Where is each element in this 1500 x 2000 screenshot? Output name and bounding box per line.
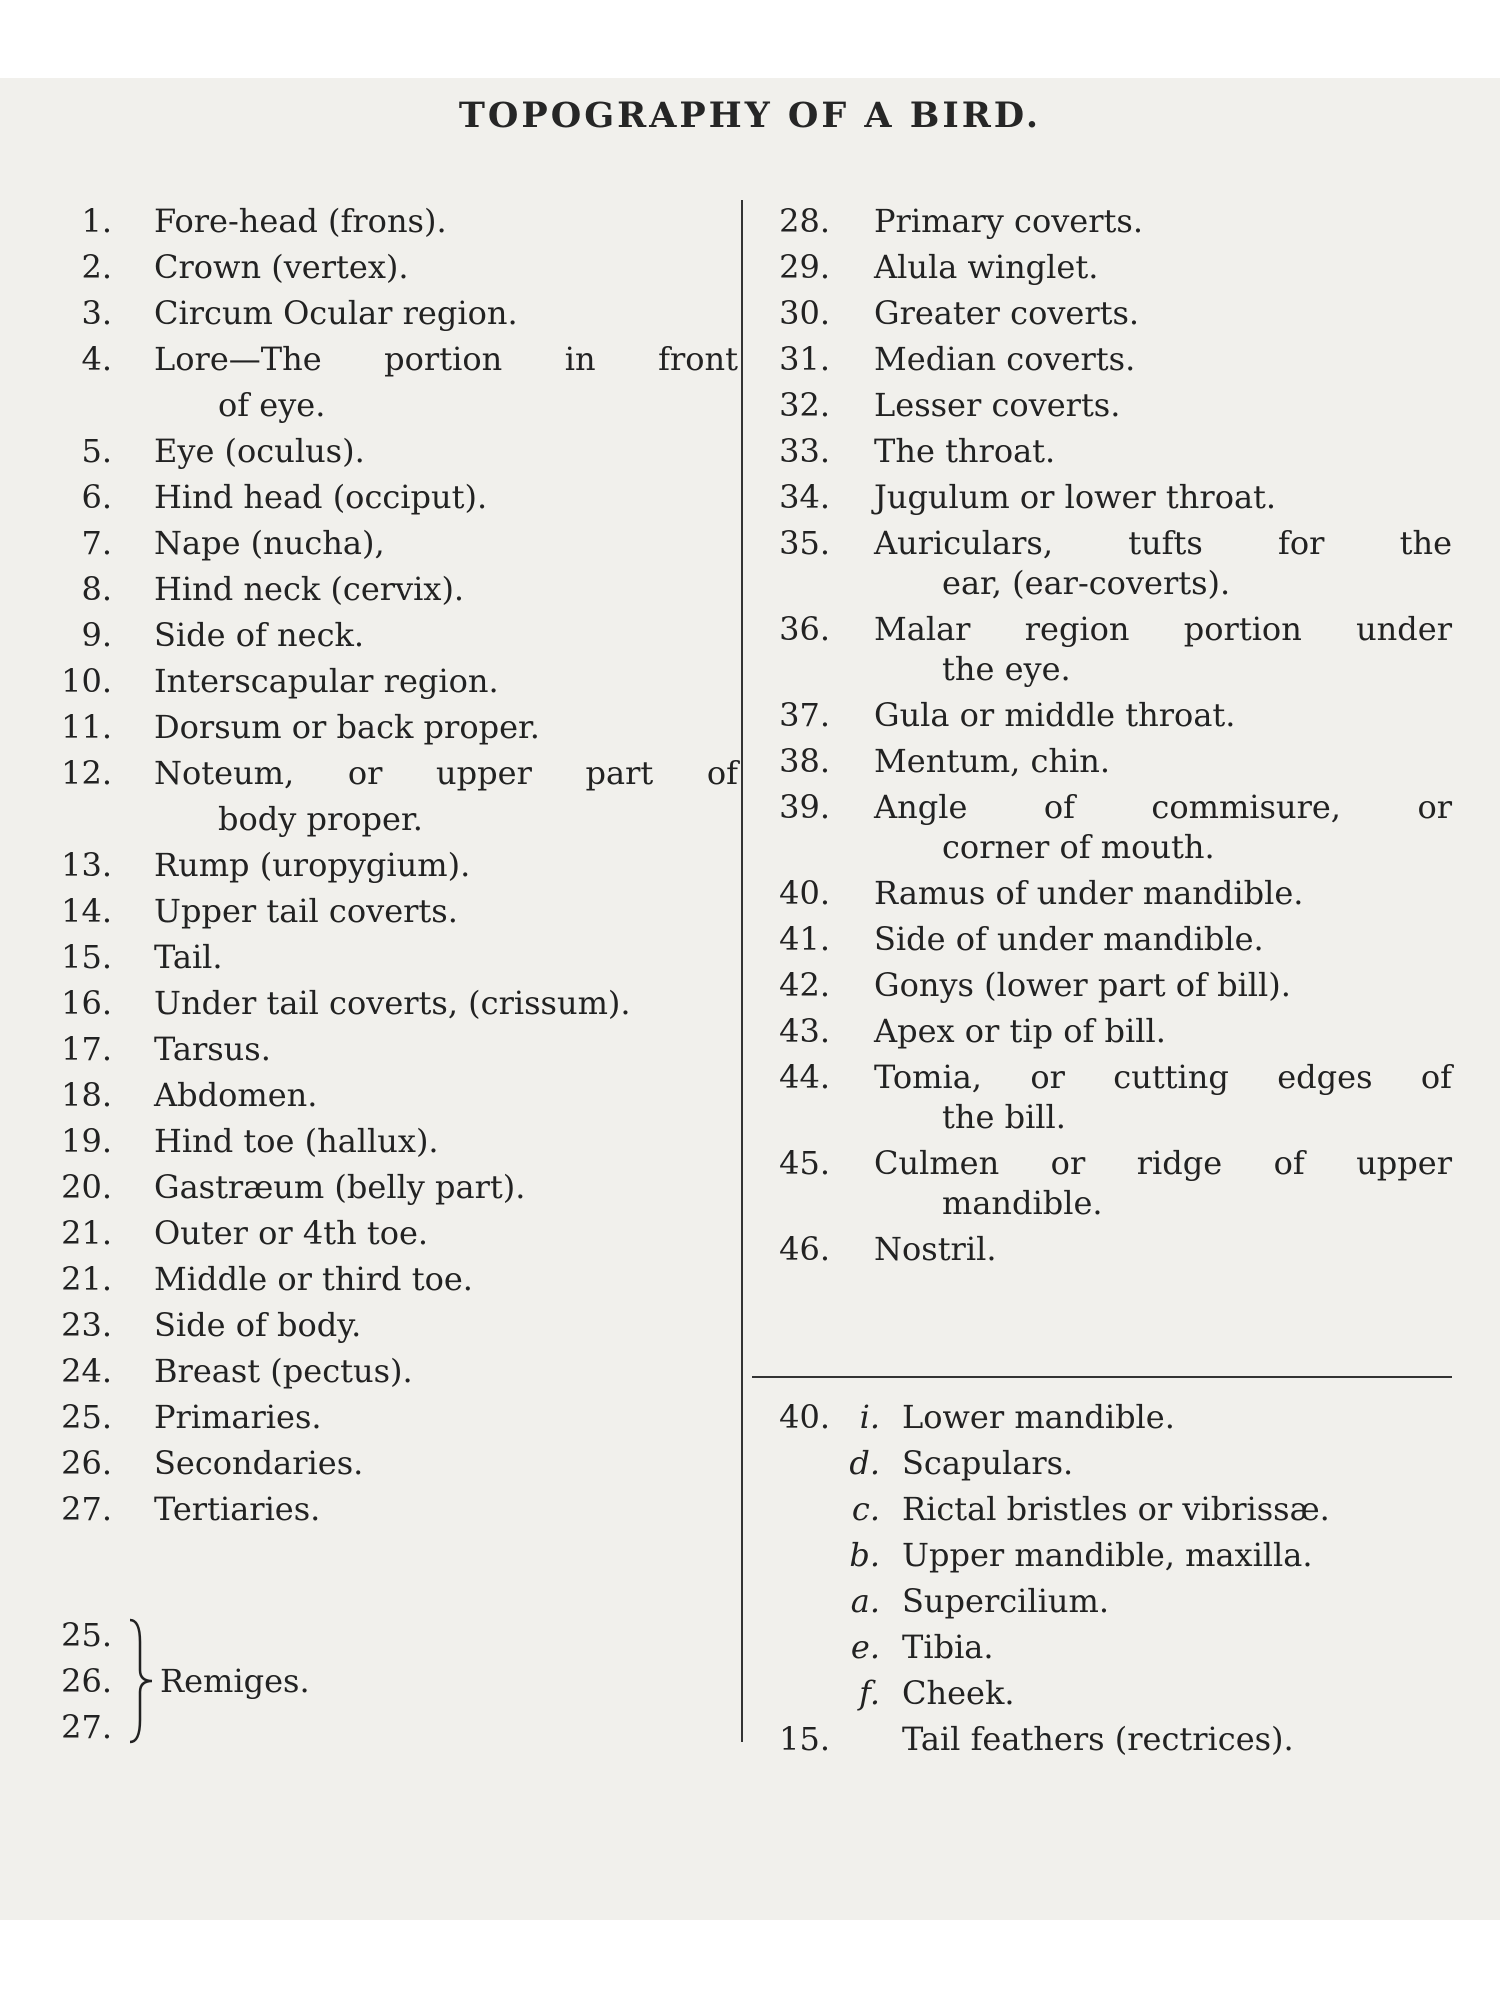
figure-key-item <box>760 1670 1452 1716</box>
figure-key-item <box>760 1716 1452 1762</box>
item-number: 46. <box>779 1230 830 1268</box>
item-number: 10. <box>61 662 112 700</box>
item-text: Scapulars. <box>902 1444 1074 1482</box>
item-text: Median coverts. <box>874 340 1136 378</box>
item-text: Eye (oculus). <box>154 432 365 470</box>
item-number: 1. <box>81 202 112 240</box>
item-text: Alula winglet. <box>874 248 1099 286</box>
list-item <box>760 606 1452 652</box>
page-title: TOPOGRAPHY OF A BIRD. <box>458 95 1042 136</box>
list-item <box>48 888 738 934</box>
item-number <box>760 1670 830 1716</box>
item-number: 37. <box>779 696 830 734</box>
item-number: 25. <box>61 1398 112 1436</box>
item-text: Nostril. <box>874 1230 997 1268</box>
remiges-number: 27. <box>61 1708 112 1746</box>
item-text: Abdomen. <box>154 1076 318 1114</box>
item-continuation: of eye. <box>218 386 326 424</box>
item-text: Noteum, or upper part of <box>154 754 738 792</box>
item-number: 4. <box>81 340 112 378</box>
item-text: Auriculars, tufts for the <box>874 524 1452 562</box>
item-text: Interscapular region. <box>154 662 499 700</box>
item-number: 24. <box>61 1352 112 1390</box>
list-item <box>760 1226 1452 1272</box>
list-item <box>48 290 738 336</box>
list-item <box>760 198 1452 244</box>
list-item <box>48 1394 738 1440</box>
item-text: Mentum, chin. <box>874 742 1111 780</box>
remiges-group <box>48 1612 310 1750</box>
item-number: 28. <box>779 202 830 240</box>
item-continuation: ear, (ear-coverts). <box>942 564 1231 602</box>
item-number: 40. <box>779 1398 830 1436</box>
figure-letter: e. <box>850 1628 880 1666</box>
item-number: 42. <box>779 966 830 1004</box>
list-item <box>760 336 1452 382</box>
item-text: Secondaries. <box>154 1444 364 1482</box>
list-item <box>760 290 1452 336</box>
list-item <box>48 1440 738 1486</box>
item-text: Apex or tip of bill. <box>874 1012 1166 1050</box>
list-item <box>48 1256 738 1302</box>
item-text: Hind head (occiput). <box>154 478 488 516</box>
list-item <box>760 738 1452 784</box>
list-item <box>48 704 738 750</box>
item-number: 15. <box>779 1720 830 1758</box>
list-item <box>760 870 1452 916</box>
item-continuation: corner of mouth. <box>942 828 1215 866</box>
item-number: 5. <box>81 432 112 470</box>
item-text: Side of under mandible. <box>874 920 1264 958</box>
remiges-label: Remiges. <box>160 1662 310 1700</box>
item-text: Dorsum or back proper. <box>154 708 540 746</box>
item-number: 39. <box>779 788 830 826</box>
item-number <box>760 1578 830 1624</box>
figure-key-item <box>760 1624 1452 1670</box>
list-item <box>48 336 738 382</box>
item-text: Tibia. <box>902 1628 994 1666</box>
figure-letter <box>830 1716 880 1762</box>
item-text: Circum Ocular region. <box>154 294 518 332</box>
item-number: 30. <box>779 294 830 332</box>
item-text: Under tail coverts, (crissum). <box>154 984 631 1022</box>
item-text: Culmen or ridge of upper <box>874 1144 1452 1182</box>
item-text: Lower mandible. <box>902 1398 1175 1436</box>
list-item <box>48 1072 738 1118</box>
item-text: Rump (uropygium). <box>154 846 471 884</box>
item-number: 29. <box>779 248 830 286</box>
item-text: Angle of commisure, or <box>874 788 1452 826</box>
item-text: Tertiaries. <box>154 1490 321 1528</box>
list-item <box>48 198 738 244</box>
item-number: 45. <box>779 1144 830 1182</box>
item-text: Ramus of under mandible. <box>874 874 1304 912</box>
item-number <box>760 1624 830 1670</box>
item-text: Rictal bristles or vibrissæ. <box>902 1490 1330 1528</box>
list-item <box>760 1008 1452 1054</box>
item-text: Tarsus. <box>154 1030 271 1068</box>
item-text: Gonys (lower part of bill). <box>874 966 1291 1004</box>
item-text: Hind toe (hallux). <box>154 1122 439 1160</box>
list-item <box>760 692 1452 738</box>
item-number: 12. <box>61 754 112 792</box>
item-text: Malar region portion under <box>874 610 1452 648</box>
item-text: Primary coverts. <box>874 202 1143 240</box>
list-item <box>48 1164 738 1210</box>
item-text: Breast (pectus). <box>154 1352 413 1390</box>
right-column <box>760 198 1452 1272</box>
item-number: 31. <box>779 340 830 378</box>
item-number: 16. <box>61 984 112 1022</box>
list-item <box>48 566 738 612</box>
item-number: 7. <box>81 524 112 562</box>
item-text: Supercilium. <box>902 1582 1109 1620</box>
item-number: 43. <box>779 1012 830 1050</box>
item-text: Side of neck. <box>154 616 365 654</box>
item-number: 19. <box>61 1122 112 1160</box>
item-number: 36. <box>779 610 830 648</box>
list-item <box>760 382 1452 428</box>
item-text: Jugulum or lower throat. <box>874 478 1277 516</box>
figure-key-item <box>760 1394 1452 1440</box>
item-number: 6. <box>81 478 112 516</box>
list-item <box>48 474 738 520</box>
item-number: 44. <box>779 1058 830 1096</box>
item-text: Outer or 4th toe. <box>154 1214 429 1252</box>
item-number: 14. <box>61 892 112 930</box>
figure-key-item <box>760 1578 1452 1624</box>
figure-key-item <box>760 1440 1452 1486</box>
item-text: Nape (nucha), <box>154 524 385 562</box>
item-text: Upper tail coverts. <box>154 892 458 930</box>
list-item <box>48 428 738 474</box>
item-text: Side of body. <box>154 1306 362 1344</box>
list-item <box>48 244 738 290</box>
item-text: Hind neck (cervix). <box>154 570 465 608</box>
left-column <box>48 198 738 1532</box>
item-number: 18. <box>61 1076 112 1114</box>
item-text: Crown (vertex). <box>154 248 409 286</box>
item-number: 23. <box>61 1306 112 1344</box>
item-text: Gula or middle throat. <box>874 696 1236 734</box>
item-number: 38. <box>779 742 830 780</box>
item-number: 32. <box>779 386 830 424</box>
figure-letter: a. <box>850 1582 880 1620</box>
item-continuation: the eye. <box>942 650 1071 688</box>
column-divider <box>741 200 743 1742</box>
item-text: The throat. <box>874 432 1056 470</box>
item-text: Greater coverts. <box>874 294 1140 332</box>
item-text: Cheek. <box>902 1674 1015 1712</box>
item-number: 33. <box>779 432 830 470</box>
item-number: 8. <box>81 570 112 608</box>
figure-letter: d. <box>849 1444 880 1482</box>
item-number: 26. <box>61 1444 112 1482</box>
figure-key-item <box>760 1532 1452 1578</box>
item-number: 9. <box>81 616 112 654</box>
item-number: 3. <box>81 294 112 332</box>
list-item <box>760 916 1452 962</box>
item-text: Tail. <box>154 938 223 976</box>
list-item <box>760 1140 1452 1186</box>
list-item <box>760 244 1452 290</box>
item-number: 34. <box>779 478 830 516</box>
list-item <box>48 658 738 704</box>
item-continuation: mandible. <box>942 1184 1103 1222</box>
item-continuation: the bill. <box>942 1098 1066 1136</box>
list-item <box>48 1210 738 1256</box>
list-item <box>48 520 738 566</box>
list-item <box>48 1118 738 1164</box>
item-number: 13. <box>61 846 112 884</box>
item-number <box>760 1532 830 1578</box>
figure-key-item <box>760 1486 1452 1532</box>
item-continuation: body proper. <box>218 800 423 838</box>
brace-icon <box>122 1612 162 1750</box>
item-text: Fore-head (frons). <box>154 202 447 240</box>
item-number: 41. <box>779 920 830 958</box>
item-text: Upper mandible, maxilla. <box>902 1536 1313 1574</box>
figure-letter: i. <box>859 1398 880 1436</box>
section-divider <box>752 1376 1452 1378</box>
figure-letter: c. <box>851 1490 880 1528</box>
item-number: 17. <box>61 1030 112 1068</box>
item-number: 11. <box>61 708 112 746</box>
list-item <box>760 962 1452 1008</box>
item-text: Lesser coverts. <box>874 386 1121 424</box>
item-number: 35. <box>779 524 830 562</box>
item-number: 40. <box>779 874 830 912</box>
item-text: Tomia, or cutting edges of <box>874 1058 1452 1096</box>
list-item <box>48 980 738 1026</box>
item-number: 27. <box>61 1490 112 1528</box>
list-item <box>48 1026 738 1072</box>
item-number: 21. <box>61 1260 112 1298</box>
list-item <box>48 1348 738 1394</box>
figure-letter: b. <box>849 1536 880 1574</box>
item-text: Primaries. <box>154 1398 322 1436</box>
list-item <box>48 842 738 888</box>
item-number: 21. <box>61 1214 112 1252</box>
list-item <box>760 474 1452 520</box>
figure-key-list <box>760 1394 1452 1762</box>
item-number <box>760 1440 830 1486</box>
list-item <box>48 612 738 658</box>
item-number: 15. <box>61 938 112 976</box>
item-text: Middle or third toe. <box>154 1260 473 1298</box>
remiges-number: 26. <box>61 1662 112 1700</box>
item-text: Tail feathers (rectrices). <box>902 1720 1294 1758</box>
list-item <box>48 1486 738 1532</box>
item-number: 2. <box>81 248 112 286</box>
list-item <box>48 1302 738 1348</box>
figure-letter: f. <box>859 1674 880 1712</box>
list-item <box>760 428 1452 474</box>
remiges-number: 25. <box>61 1616 112 1654</box>
item-number <box>760 1486 830 1532</box>
list-item <box>48 934 738 980</box>
item-text: Lore—The portion in front <box>154 340 738 378</box>
list-item <box>760 1054 1452 1100</box>
item-text: Gastræum (belly part). <box>154 1168 526 1206</box>
list-item <box>48 750 738 796</box>
item-number: 20. <box>61 1168 112 1206</box>
